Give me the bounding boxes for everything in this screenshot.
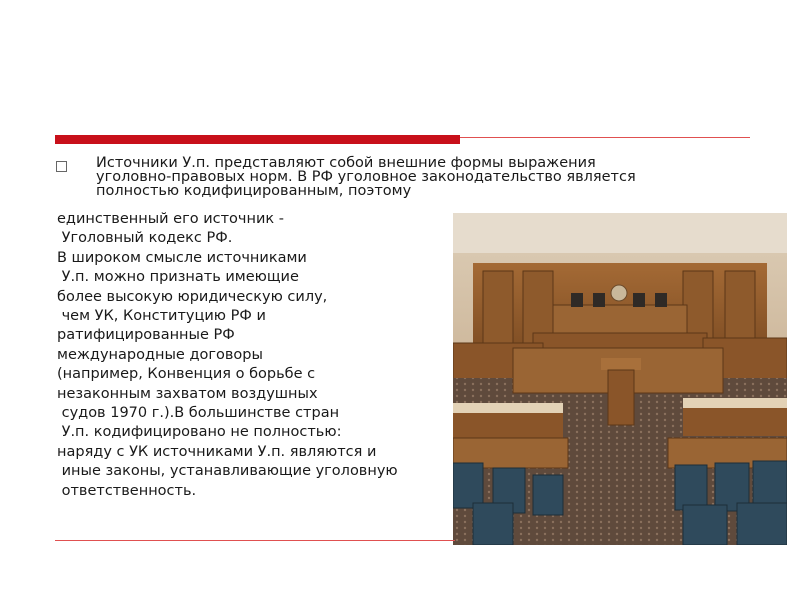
body-line: судов 1970 г.).В большинстве стран <box>57 405 340 422</box>
courtroom-photo <box>453 213 787 545</box>
bullet-line: уголовно-правовых норм. В РФ уголовное законодательство является <box>96 169 636 185</box>
header-rule-accent <box>55 135 460 144</box>
body-line: иные законы, устанавливающие уголовную <box>57 463 398 480</box>
bullet-square-icon <box>56 161 67 172</box>
courtroom-illustration <box>453 213 787 545</box>
body-line: наряду с УК источниками У.п. являются и <box>57 443 377 460</box>
body-line: У.п. можно признать имеющие <box>57 269 299 286</box>
body-line: (например, Конвенция о борьбе с <box>57 366 316 383</box>
bullet-paragraph <box>96 156 736 198</box>
body-line: Уголовный кодекс РФ. <box>57 230 233 247</box>
body-line: единственный его источник - <box>57 211 284 227</box>
body-line: В широком смысле источниками <box>57 249 307 266</box>
body-line: У.п. кодифицировано не полностью: <box>57 424 342 441</box>
footer-rule <box>55 540 455 541</box>
body-line: более высокую юридическую силу, <box>57 288 328 305</box>
body-line: незаконным захватом воздушных <box>57 385 318 402</box>
body-text <box>57 210 457 501</box>
bullet-line: Источники У.п. представляют собой внешние формы выражения <box>96 155 596 171</box>
body-line: чем УК, Конституцию РФ и <box>57 308 266 325</box>
body-line: международные договоры <box>57 346 263 363</box>
body-line: ответственность. <box>57 482 197 499</box>
bullet-line: полностью кодифицированным, поэтому <box>96 183 412 199</box>
body-line: ратифицированные РФ <box>57 327 235 344</box>
